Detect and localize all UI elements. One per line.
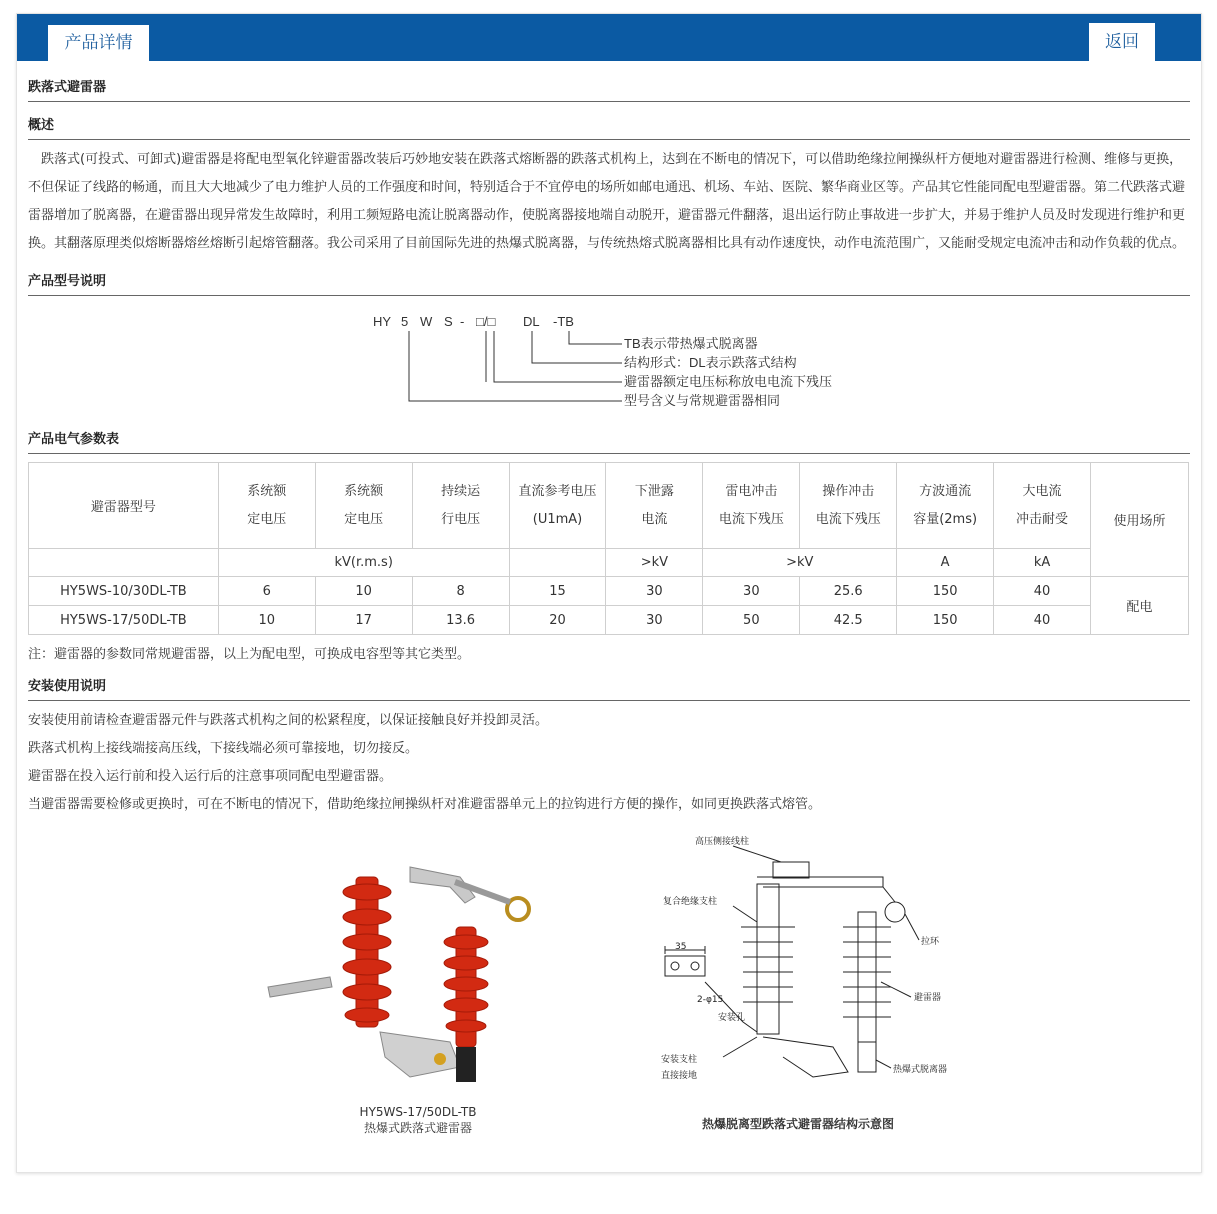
bottom-mechanism-shape — [380, 1032, 460, 1077]
th-cell — [509, 463, 606, 549]
th-cell — [218, 463, 315, 549]
cell-model: HY5WS-10/30DL-TB — [29, 577, 219, 606]
code-part: DL — [523, 314, 540, 329]
terminal-shape — [434, 1053, 446, 1065]
th-cell — [897, 463, 994, 549]
cell-usage: 配电 — [1090, 577, 1188, 635]
label-composite: 复合绝缘支柱 — [663, 897, 718, 907]
table-row — [29, 606, 1189, 635]
th-model: 避雷器型号 — [29, 463, 219, 549]
cell: 30 — [703, 577, 800, 606]
install-line: 跌落式机构上接线端接高压线，下接线端必须可靠接地，切勿接反。 — [28, 741, 419, 756]
label-hv-terminal: 高压侧接线柱 — [695, 837, 750, 847]
cell: 6 — [218, 577, 315, 606]
explain-line: 避雷器额定电压标称放电电流下残压 — [624, 374, 833, 389]
cell: 30 — [606, 577, 703, 606]
model-code-diagram — [28, 296, 1190, 426]
explain-line: 型号含义与常规避雷器相同 — [624, 393, 781, 408]
th-cell — [606, 463, 703, 549]
cell: 150 — [897, 606, 994, 635]
structure-diagram — [633, 832, 963, 1112]
explain-line: 结构形式：DL表示跌落式结构 — [624, 355, 797, 370]
back-button[interactable]: 返回 — [1089, 23, 1155, 61]
unit-cell: kA — [994, 549, 1091, 577]
cell: 30 — [606, 606, 703, 635]
th-line: 冲击耐受 — [1016, 511, 1069, 527]
th-line: 持续运 — [441, 483, 481, 499]
cell-model: HY5WS-17/50DL-TB — [29, 606, 219, 635]
label-mount-post: 安装支柱 — [661, 1055, 698, 1065]
install-line: 当避雷器需要检修或更换时，可在不断电的情况下，借助绝缘拉闸操纵杆对准避雷器单元上的拉钩进行方便的操作，如同更换跌落式熔管。 — [28, 797, 822, 812]
code-part: W — [420, 314, 433, 329]
unit-cell — [29, 549, 219, 577]
th-line: 行电压 — [441, 511, 481, 527]
th-line: 电流 — [641, 511, 668, 527]
code-part: 5 — [401, 314, 409, 329]
unit-cell: >kV — [703, 549, 897, 577]
spacer — [28, 102, 1190, 112]
th-line: 系统额 — [247, 483, 287, 499]
th-line: 定电压 — [344, 511, 384, 527]
table-header-row — [29, 463, 1189, 549]
header-bar — [17, 14, 1201, 61]
left-bracket-shape — [268, 977, 332, 997]
cell: 50 — [703, 606, 800, 635]
install-line: 避雷器在投入运行前和投入运行后的注意事项同配电型避雷器。 — [28, 769, 393, 784]
photo-caption-line: 热爆式跌落式避雷器 — [363, 1121, 472, 1135]
code-leader-lines — [409, 331, 622, 401]
label-pull-ring: 拉环 — [921, 937, 940, 947]
code-part: - — [460, 314, 465, 329]
install-line: 安装使用前请检查避雷器元件与跌落式机构之间的松紧程度，以保证接触良好并投卸灵活。 — [28, 713, 549, 728]
explain-line: TB表示带热爆式脱离器 — [624, 336, 758, 351]
th-cell — [703, 463, 800, 549]
left-arrester-shape — [343, 877, 391, 1027]
cell: 42.5 — [800, 606, 897, 635]
cell: 25.6 — [800, 577, 897, 606]
th-cell — [315, 463, 412, 549]
diagram-caption: 热爆脱离型跌落式避雷器结构示意图 — [701, 1117, 894, 1131]
spacer — [28, 258, 1190, 268]
install-heading: 安装使用说明 — [28, 673, 1190, 701]
cell: 17 — [315, 606, 412, 635]
figures-area — [28, 827, 1190, 1137]
install-lines — [28, 707, 1190, 819]
table-row — [29, 577, 1189, 606]
th-line: 电流下残压 — [815, 511, 881, 527]
label-ground: 直接接地 — [661, 1071, 698, 1081]
label-dim-35: 35 — [675, 942, 687, 952]
th-line: 直流参考电压 — [518, 483, 597, 499]
th-line: 大电流 — [1022, 483, 1062, 499]
unit-cell — [509, 549, 606, 577]
th-line: 电流下残压 — [718, 511, 784, 527]
code-part: HY — [373, 314, 392, 329]
cell: 20 — [509, 606, 606, 635]
product-detail-panel — [16, 13, 1202, 1173]
params-note: 注：避雷器的参数同常规避雷器，以上为配电型，可换成电容型等其它类型。 — [28, 647, 471, 662]
table-unit-row — [29, 549, 1189, 577]
cell: 13.6 — [412, 606, 509, 635]
cell: 10 — [218, 606, 315, 635]
cell: 10 — [315, 577, 412, 606]
photo-caption — [318, 1105, 518, 1136]
th-line: 方波通流 — [919, 483, 972, 499]
th-cell — [800, 463, 897, 549]
overview-text: 跌落式(可投式、可卸式)避雷器是将配电型氧化锌避雷器改装后巧妙地安装在跌落式熔断器的跌落式机构上，达到在不断电的情况下，可以借助绝缘拉闸操纵杆方便地对避雷器进行检测、维修与更换，不但保证了线路的畅通，而且大大地减少了电力维护人员的工作强度和时间，特别适合于不宜停电的场所如邮电通迅、机场、车站、医院、繁华商业区等。产品其它性能同配电型避雷器。第二代跌落式避雷器增加了脱离器，在避雷器出现异常发生故障时，利用工频短路电流让脱离器动作，使脱离器接地端自动脱开，避雷器元件翻落，退出运行防止事故进一步扩大，并易于维护人员及时发现进行维护和更换。其翻落原理类似熔断器熔丝熔断引起熔管翻落。我公司采用了目前国际先进的热爆式脱离器，与传统热熔式脱离器相比具有动作速度快，动作电流范围广，又能耐受规定电流冲击和动作负载的优点。 — [28, 152, 1186, 251]
cell: 15 — [509, 577, 606, 606]
th-line: (U1mA) — [532, 511, 583, 527]
label-mount-hole: 安装孔 — [718, 1013, 746, 1023]
th-line: 容量(2ms) — [913, 511, 978, 527]
th-line: 定电压 — [247, 511, 287, 527]
label-holes: 2-φ15 — [697, 995, 724, 1005]
th-cell — [412, 463, 509, 549]
th-line: 雷电冲击 — [725, 483, 778, 499]
cell: 40 — [994, 606, 1091, 635]
th-cell — [994, 463, 1091, 549]
product-photo — [260, 837, 540, 1097]
product-title: 跌落式避雷器 — [28, 74, 1190, 102]
params-table — [28, 462, 1189, 635]
label-disconnector: 热爆式脱离器 — [893, 1065, 948, 1075]
diagram-lines — [665, 846, 919, 1077]
unit-cell: >kV — [606, 549, 703, 577]
code-part: □/□ — [476, 314, 496, 329]
cell: 150 — [897, 577, 994, 606]
th-line: 下泄露 — [634, 483, 674, 499]
tab-product-detail[interactable]: 产品详情 — [48, 25, 149, 61]
label-arrester: 避雷器 — [914, 993, 942, 1003]
th-line: 系统额 — [344, 483, 384, 499]
disconnector-shape — [456, 1047, 476, 1082]
right-arrester-shape — [444, 927, 488, 1047]
params-heading: 产品电气参数表 — [28, 426, 1190, 454]
overview-heading: 概述 — [28, 112, 1190, 140]
photo-caption-line: HY5WS-17/50DL-TB — [359, 1105, 477, 1119]
code-part: -TB — [553, 314, 574, 329]
content — [28, 74, 1190, 1137]
model-heading: 产品型号说明 — [28, 268, 1190, 296]
th-line: 操作冲击 — [822, 483, 875, 499]
unit-cell: A — [897, 549, 994, 577]
cell: 8 — [412, 577, 509, 606]
th-usage: 使用场所 — [1090, 463, 1188, 577]
pull-ring-shape — [507, 898, 529, 920]
unit-cell: kV(r.m.s) — [218, 549, 509, 577]
code-part: S — [444, 314, 453, 329]
cell: 40 — [994, 577, 1091, 606]
